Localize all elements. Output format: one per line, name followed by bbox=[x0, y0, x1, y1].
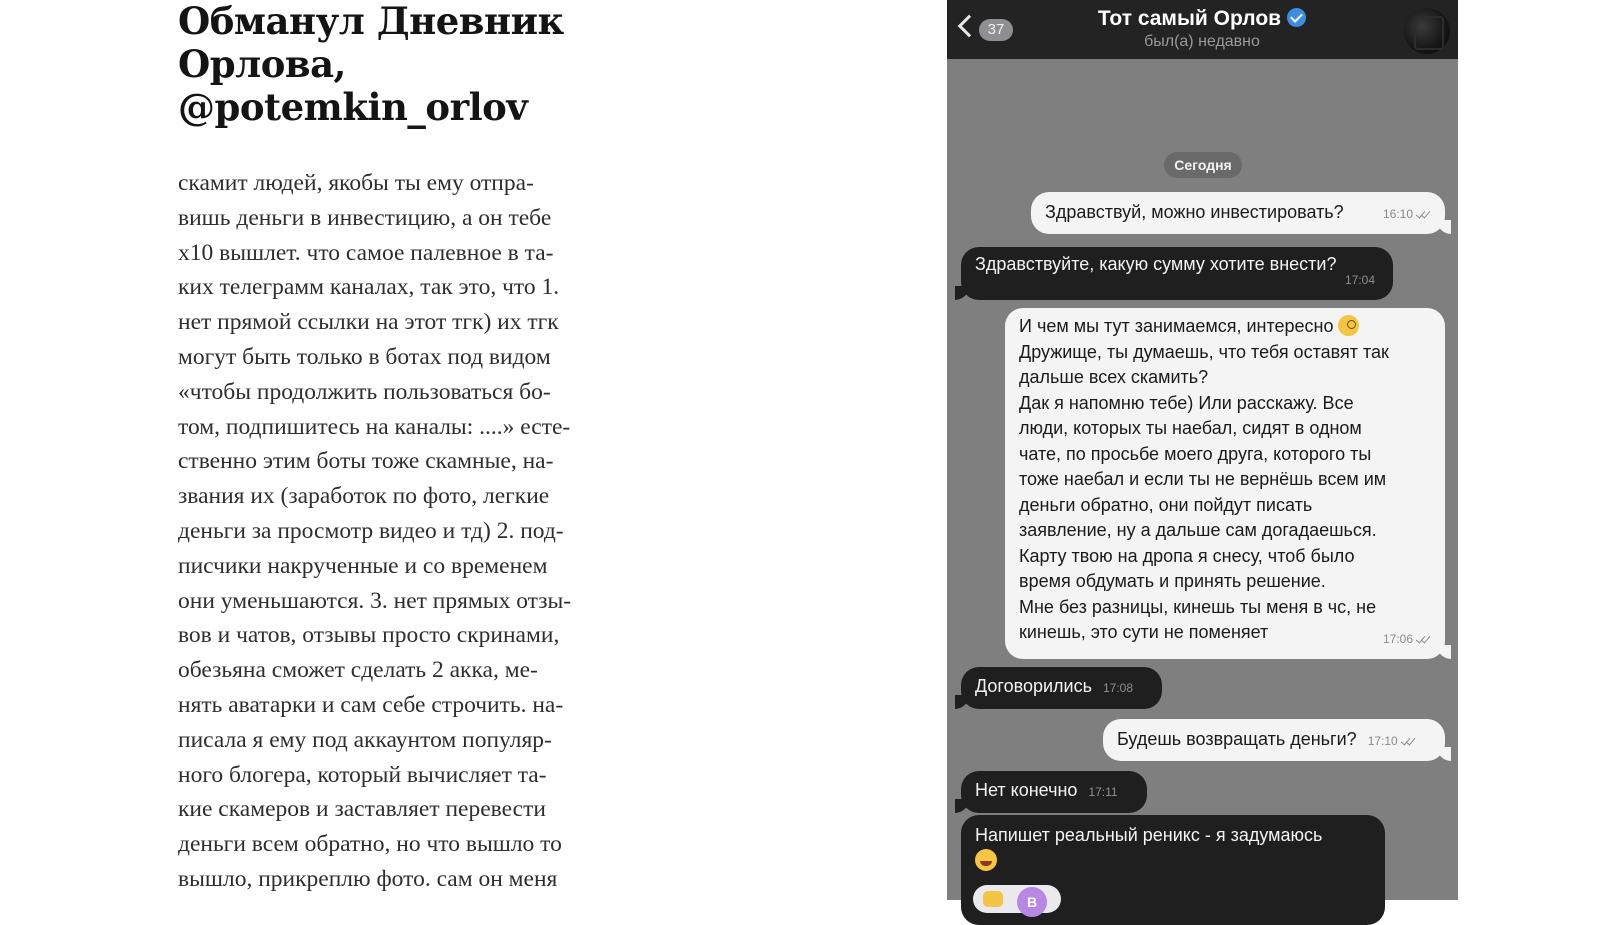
article-line: вышло, прикреплю фото. сам он меня bbox=[178, 865, 558, 892]
message-incoming[interactable] bbox=[961, 815, 1385, 925]
peer-last-seen: был(а) недавно bbox=[1144, 33, 1260, 50]
article-line: скамит людей, якобы ты ему отпра- bbox=[178, 170, 534, 196]
article-title-line: Орлова, bbox=[178, 42, 346, 86]
article-line: «чтобы продолжить пользоваться бо- bbox=[178, 378, 551, 405]
reaction-pill[interactable] bbox=[973, 885, 1061, 913]
message-time: 17:04 bbox=[1344, 272, 1375, 287]
message-time: 17:10 bbox=[1367, 734, 1398, 748]
double-check-icon bbox=[1416, 210, 1431, 218]
article-line: ного блогера, который вычисляет та- bbox=[178, 761, 547, 788]
article-line: могут быть только в ботах под видом bbox=[178, 343, 551, 370]
message-line: кинешь, это сути не поменяет bbox=[1019, 622, 1269, 642]
back-button[interactable] bbox=[955, 10, 1021, 50]
message-text: Будешь возвращать деньги? bbox=[1117, 729, 1357, 749]
article-line: писала я ему под аккаунтом популяр- bbox=[178, 726, 552, 753]
message-time: 16:10 bbox=[1382, 206, 1413, 221]
unread-count-badge: 37 bbox=[979, 19, 1013, 41]
date-separator: Сегодня bbox=[1164, 152, 1242, 178]
chat-header bbox=[947, 0, 1458, 59]
article-line: нет прямой ссылки на этот тгк) их тгк bbox=[178, 309, 559, 336]
peer-avatar[interactable] bbox=[1404, 8, 1450, 54]
message-outgoing[interactable] bbox=[1103, 719, 1445, 761]
article-line: вов и чатов, отзывы просто скринами, bbox=[178, 622, 560, 649]
article-line: х10 вышлет. что самое палевное в та- bbox=[178, 239, 554, 266]
message-line: люди, которых ты наебал, сидят в одном bbox=[1019, 418, 1362, 438]
message-line: время обдумать и принять решение. bbox=[1019, 571, 1326, 591]
peer-info[interactable] bbox=[1057, 6, 1347, 52]
message-line: заявление, ну а дальше сам догадаешься. bbox=[1019, 520, 1377, 540]
article-line: кие скамеров и заставляет перевести bbox=[178, 796, 546, 823]
message-line: чате, по просьбе моего друга, которого ты bbox=[1019, 443, 1372, 464]
article-line: нять аватарки и сам себе строчить. на- bbox=[178, 691, 564, 718]
article-line: деньги за просмотр видео и тд) 2. под- bbox=[178, 517, 564, 544]
peer-name: Тот самый Орлов bbox=[1097, 7, 1282, 30]
message-line: деньги обратно, они пойдут писать bbox=[1019, 494, 1313, 515]
double-check-icon bbox=[1416, 635, 1431, 643]
message-text: Здравствуйте, какую сумму хотите внести? bbox=[975, 254, 1337, 274]
article-line: том, подпишитесь на каналы: ....» есте- bbox=[178, 413, 571, 440]
message-incoming[interactable] bbox=[961, 247, 1393, 300]
article-line: ких телеграмм каналах, так это, что 1. bbox=[178, 274, 560, 301]
article-title-line: Обманул Дневник bbox=[178, 0, 564, 43]
message-time: 17:08 bbox=[1102, 681, 1134, 695]
article-title bbox=[178, 0, 638, 129]
message-outgoing[interactable] bbox=[1031, 192, 1445, 234]
message-line: дальше всех скамить? bbox=[1019, 367, 1209, 387]
article-line: обезьяна сможет сделать 2 акка, ме- bbox=[178, 657, 538, 684]
article-line: писчики накрученные и со временем bbox=[178, 552, 548, 579]
message-line: Дружище, ты думаешь, что тебя оставят так bbox=[1019, 341, 1389, 362]
message-line: Дак я напомню тебе) Или расскажу. Все bbox=[1019, 392, 1354, 413]
article-title-handle[interactable]: @potemkin_orlov bbox=[178, 85, 528, 129]
article-line: вишь деньги в инвестицию, а он тебе bbox=[178, 204, 552, 231]
reaction-avatar: В bbox=[1017, 887, 1047, 917]
message-line: Мне без разницы, кинешь ты меня в чс, не bbox=[1019, 596, 1377, 617]
face-with-tears-of-joy-emoji-icon bbox=[975, 849, 997, 871]
message-outgoing[interactable] bbox=[1005, 308, 1445, 659]
verified-badge-icon bbox=[1287, 8, 1306, 27]
message-line: И чем мы тут занимаемся, интересно bbox=[1019, 314, 1431, 340]
message-text: Нет конечно bbox=[975, 780, 1078, 800]
message-time: 17:06 bbox=[1382, 631, 1413, 646]
chevron-left-icon bbox=[958, 15, 981, 38]
message-text: Здравствуй, можно инвестировать? bbox=[1045, 202, 1344, 222]
article-body bbox=[178, 166, 638, 897]
article-line: ственно этим боты тоже скамные, на- bbox=[178, 448, 554, 475]
message-incoming[interactable] bbox=[961, 771, 1147, 813]
message-text: Напишет реальный реникс - я задумаюсь bbox=[975, 825, 1323, 845]
message-incoming[interactable] bbox=[961, 667, 1162, 709]
message-line: Карту твою на дропа я снесу, чтоб было bbox=[1019, 545, 1355, 566]
double-check-icon bbox=[1401, 737, 1416, 745]
article-line: звания их (заработок по фото, легкие bbox=[178, 483, 550, 510]
message-text: Договорились bbox=[975, 676, 1092, 696]
article-line: деньги всем обратно, но что вышло то bbox=[178, 831, 562, 858]
article-line: они уменьшаются. 3. нет прямых отзы- bbox=[178, 587, 572, 614]
monocle-face-emoji-icon bbox=[1338, 315, 1359, 336]
chat-screenshot bbox=[947, 0, 1458, 910]
message-line: тоже наебал и если ты не вернёшь всем им bbox=[1019, 469, 1387, 489]
handshake-emoji-icon bbox=[983, 891, 1003, 907]
message-time: 17:11 bbox=[1088, 785, 1118, 799]
